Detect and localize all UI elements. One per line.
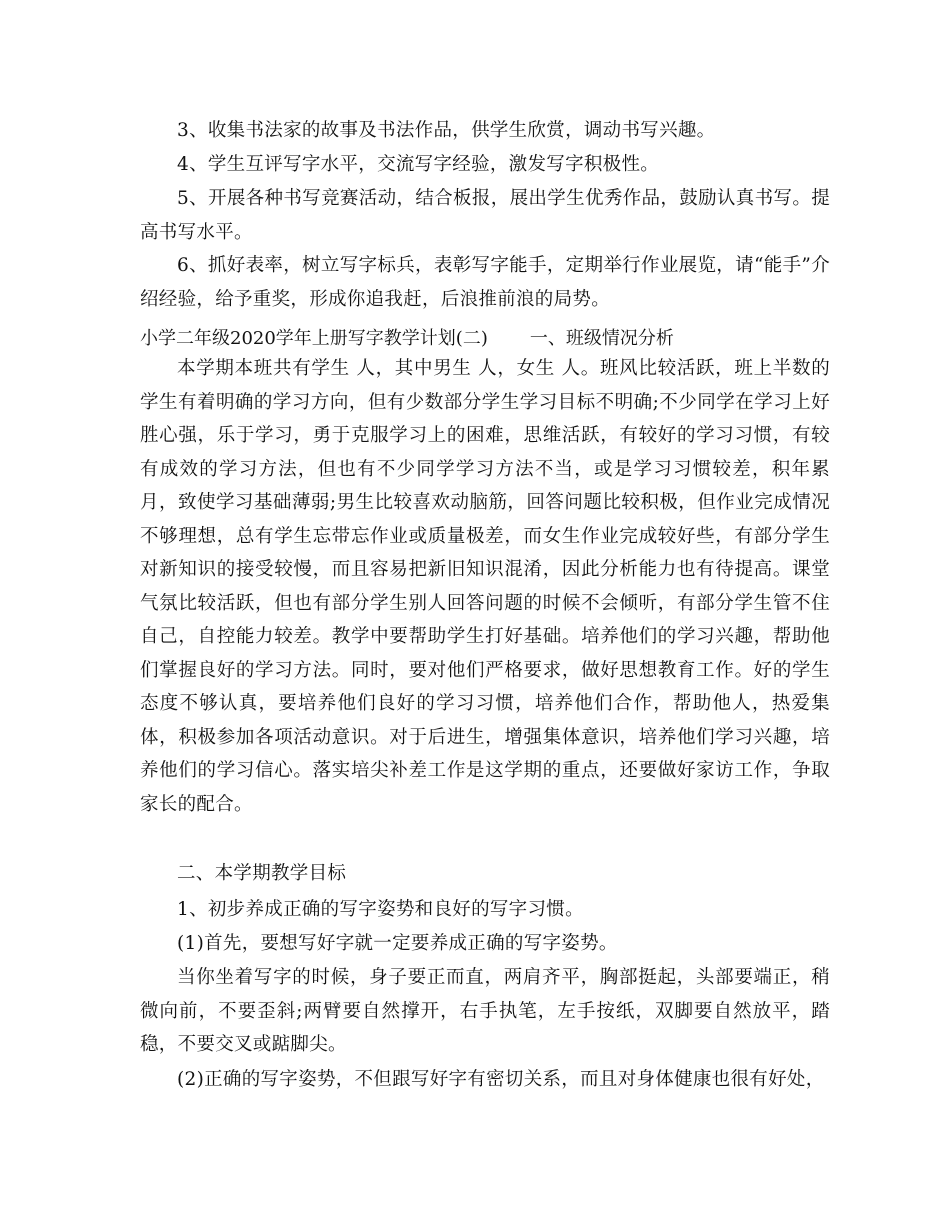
paragraph-item-4: 4、学生互评写字水平，交流写字经验，激发写字积极性。 — [177, 154, 660, 175]
class-analysis-paragraph: 本学期本班共有学生 人，其中男生 人，女生 人。班风比较活跃，班上半数的学生有着明确的学习方向，但有少数部分学生学习目标不明确;不少同学在学习上好胜心强，乐于学习，勇于克服学习上的困难，思维活跃，有较好的学习习惯，有较有成效的学习方法，但也有不少同学学习方法不当，或是学习习惯较差，积年累月，致使学习基础薄弱;男生比较喜欢动脑筋，回答问题比较积极，但作业完成情况不够理想，总有学生忘带忘作业或质量极差，而女生作业完成较好些，有部分学生对新知识的接受较慢，而且容易把新旧知识混淆，因此分析能力也有待提高。课堂气氛比较活跃，但也有部分学生别人回答问题的时候不会倾听，有部分学生管不住自己，自控能力较差。教学中要帮助学生打好基础。培养他们的学习兴趣，帮助他们掌握良好的学习方法。同时，要对他们严格要求，做好思想教育工作。好的学生态度不够认真，要培养他们良好的学习习惯，培养他们合作，帮助他人，热爱集体，积极参加各项活动意识。对于后进生，增强集体意识，培养他们学习兴趣，培养他们的学习信心。落实培尖补差工作是这学期的重点，还要做好家访工作，争取家长的配合。 — [140, 358, 830, 815]
section-heading-teaching-goals: 二、本学期教学目标 — [177, 863, 347, 884]
goal-subitem-1: (1)首先，要想写好字就一定要养成正确的写字姿势。 — [177, 933, 618, 954]
paragraph-item-3: 3、收集书法家的故事及书法作品，供学生欣赏，调动书写兴趣。 — [177, 120, 716, 141]
goal-subitem-2: (2)正确的写字姿势，不但跟写好字有密切关系，而且对身体健康也很有好处， — [177, 1069, 825, 1090]
paragraph-item-6: 6、抓好表率，树立写字标兵，表彰写字能手，定期举行作业展览，请“能手”介绍经验，给予重奖，形成你追我赶，后浪推前浪的局势。 — [140, 255, 830, 310]
posture-detail-paragraph: 当你坐着写字的时候，身子要正而直，两肩齐平，胸部挺起，头部要端正，稍微向前，不要歪斜;两臂要自然撑开，右手执笔，左手按纸，双脚要自然放平，踏稳，不要交叉或踮脚尖。 — [140, 967, 830, 1055]
goal-item-1: 1、初步养成正确的写字姿势和良好的写字习惯。 — [177, 899, 584, 920]
paragraph-item-5: 5、开展各种书写竞赛活动，结合板报，展出学生优秀作品，鼓励认真书写。提高书写水平。 — [140, 188, 830, 243]
plan-title: 小学二年级2020学年上册写字教学计划(二) — [140, 328, 488, 349]
plan-heading-line — [140, 327, 830, 351]
section-heading-class-analysis: 一、班级情况分析 — [529, 328, 674, 349]
